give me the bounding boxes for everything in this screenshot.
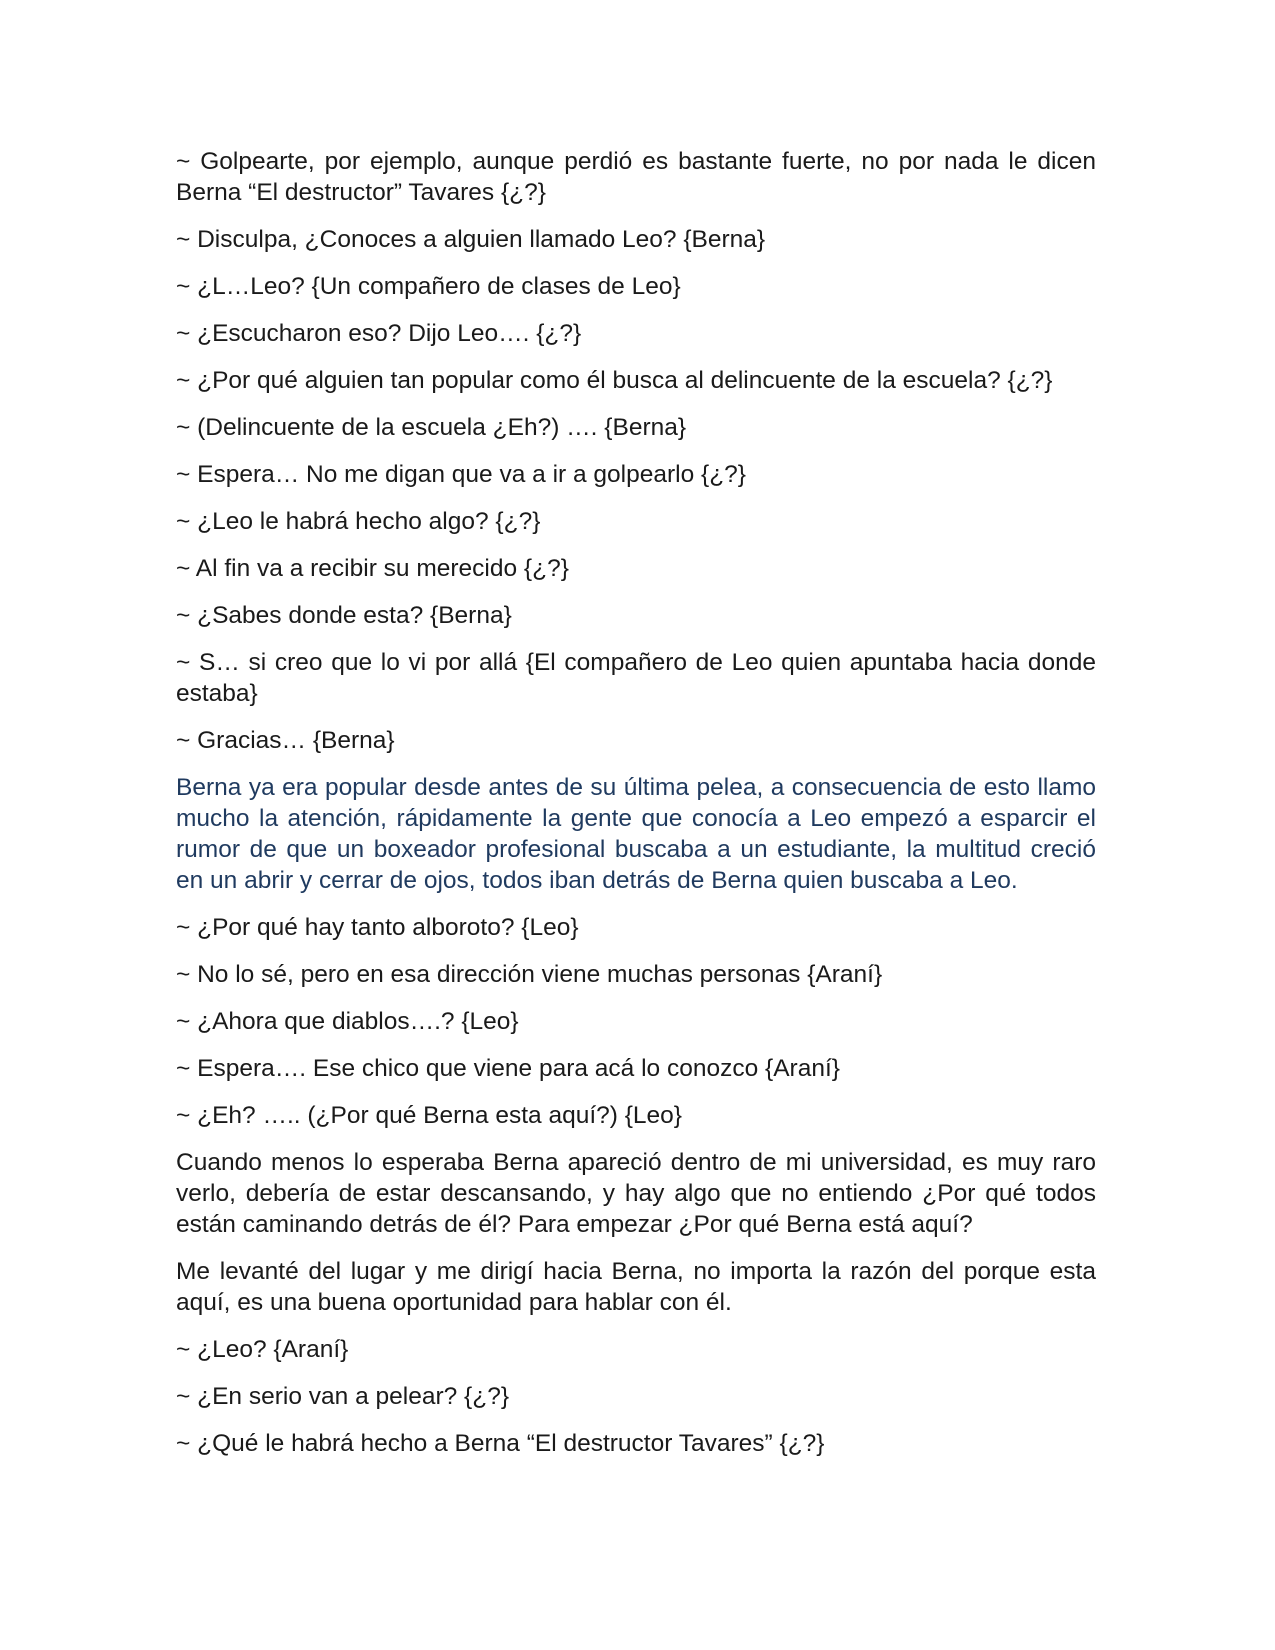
dialogue-line: ~ ¿Ahora que diablos….? {Leo} xyxy=(176,1008,519,1035)
narration-paragraph: Cuando menos lo esperaba Berna apareció dentro de mi universidad, es muy raro verlo, debería de estar descansando, y hay algo que no entiendo ¿Por qué todos están caminando detrás de él? Para empezar ¿Por qué Berna está aquí? xyxy=(176,1149,1096,1238)
dialogue-line: ~ ¿En serio van a pelear? {¿?} xyxy=(176,1383,509,1410)
dialogue-line: ~ ¿Leo le habrá hecho algo? {¿?} xyxy=(176,508,541,535)
narration-paragraph: Me levanté del lugar y me dirigí hacia Berna, no importa la razón del porque esta aquí, es una buena oportunidad para hablar con él. xyxy=(176,1258,1096,1316)
dialogue-line: ~ ¿Escucharon eso? Dijo Leo…. {¿?} xyxy=(176,320,582,347)
dialogue-line: ~ Espera…. Ese chico que viene para acá lo conozco {Araní} xyxy=(176,1055,840,1082)
narration-paragraph: Berna ya era popular desde antes de su última pelea, a consecuencia de esto llamo mucho la atención, rápidamente la gente que conocía a Leo empezó a esparcir el rumor de que un boxeador profesional buscaba a un estudiante, la multitud creció en un abrir y cerrar de ojos, todos iban detrás de Berna quien buscaba a Leo. xyxy=(176,774,1096,894)
dialogue-line: ~ ¿Por qué alguien tan popular como él busca al delincuente de la escuela? {¿?} xyxy=(176,367,1053,394)
dialogue-line: ~ S… si creo que lo vi por allá {El compañero de Leo quien apuntaba hacia donde estaba} xyxy=(176,649,1096,707)
dialogue-line: ~ ¿Leo? {Araní} xyxy=(176,1336,349,1363)
dialogue-line: ~ Al fin va a recibir su merecido {¿?} xyxy=(176,555,569,582)
dialogue-line: ~ ¿L…Leo? {Un compañero de clases de Leo} xyxy=(176,273,681,300)
dialogue-line: ~ Disculpa, ¿Conoces a alguien llamado Leo? {Berna} xyxy=(176,226,766,253)
dialogue-line: ~ Golpearte, por ejemplo, aunque perdió es bastante fuerte, no por nada le dicen Berna “El destructor” Tavares {¿?} xyxy=(176,148,1096,206)
dialogue-line: ~ No lo sé, pero en esa dirección viene muchas personas {Araní} xyxy=(176,961,883,988)
document-page xyxy=(176,146,1096,1475)
dialogue-line: ~ (Delincuente de la escuela ¿Eh?) …. {Berna} xyxy=(176,414,687,441)
dialogue-line: ~ ¿Eh? ….. (¿Por qué Berna esta aquí?) {Leo} xyxy=(176,1102,682,1129)
dialogue-line: ~ ¿Qué le habrá hecho a Berna “El destructor Tavares” {¿?} xyxy=(176,1430,825,1457)
dialogue-line: ~ ¿Por qué hay tanto alboroto? {Leo} xyxy=(176,914,579,941)
dialogue-line: ~ Espera… No me digan que va a ir a golpearlo {¿?} xyxy=(176,461,746,488)
dialogue-line: ~ Gracias… {Berna} xyxy=(176,727,395,754)
dialogue-line: ~ ¿Sabes donde esta? {Berna} xyxy=(176,602,512,629)
